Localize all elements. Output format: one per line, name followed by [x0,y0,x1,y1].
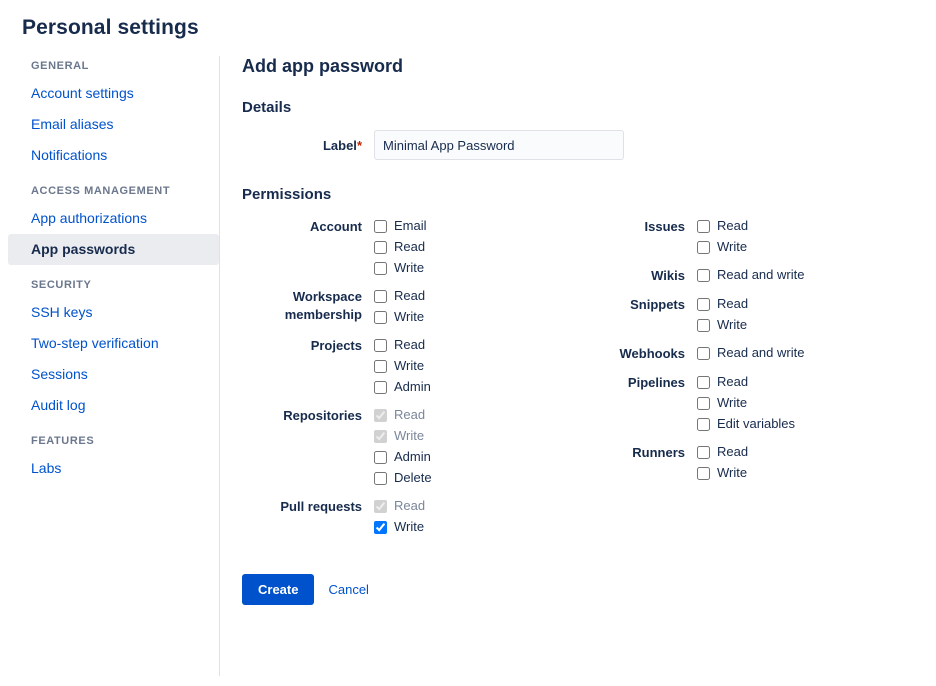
sidebar-item-notifications[interactable]: Notifications [31,147,108,163]
form-actions [242,574,912,605]
checkbox-account-write[interactable] [374,262,387,275]
permission-checkbox-row[interactable] [374,238,427,256]
sidebar-item-account-settings[interactable]: Account settings [31,85,134,101]
add-app-password-title: Add app password [242,56,404,76]
permission-group-label: Projects [310,338,362,353]
settings-sidebar [0,56,220,676]
checkbox-label: Write [394,519,425,534]
checkbox-label: Write [717,465,748,480]
checkbox-webhooks-read-and-write[interactable] [697,347,710,360]
checkbox-projects-read[interactable] [374,339,387,352]
checkbox-account-email[interactable] [374,220,387,233]
checkbox-label: Read [394,498,426,513]
sidebar-item-ssh-keys[interactable]: SSH keys [31,304,93,320]
checkbox-label: Write [394,260,425,275]
permission-checkbox-row[interactable] [374,427,432,445]
permission-checkbox-row[interactable] [374,259,427,277]
checkbox-projects-write[interactable] [374,360,387,373]
permission-group-label: Issues [644,219,685,234]
checkbox-runners-read[interactable] [697,446,710,459]
checkbox-label: Read [394,407,426,422]
checkbox-label: Read and write [717,267,805,282]
checkbox-label: Read [717,444,749,459]
nav-section-title: FEATURES [31,435,95,447]
permission-group-label: Pull requests [280,499,362,514]
permission-options [697,344,804,363]
permission-group [242,497,587,536]
label-field-text: Label [322,137,357,153]
permission-group-label: Runners [632,445,685,460]
permission-options [374,336,431,396]
checkbox-label: Read [394,288,426,303]
sidebar-item-sessions[interactable]: Sessions [31,366,88,382]
label-field-row [242,130,912,160]
permission-group-label: Webhooks [619,346,685,361]
permission-group [242,287,587,326]
permission-group [587,295,887,334]
permission-checkbox-row[interactable] [697,295,748,313]
permission-checkbox-row[interactable] [697,266,804,284]
checkbox-label: Read [394,239,426,254]
sidebar-item-app-passwords[interactable]: App passwords [8,234,219,265]
checkbox-repositories-write [374,430,387,443]
permission-checkbox-row[interactable] [374,497,425,515]
permission-options [697,217,748,256]
checkbox-label: Write [394,358,425,373]
permissions-left-column [242,217,587,546]
permission-checkbox-row[interactable] [697,373,795,391]
permission-group-label: Snippets [630,297,685,312]
nav-section-title: GENERAL [31,60,89,72]
permission-checkbox-row[interactable] [374,336,431,354]
permission-group [587,266,887,285]
permission-checkbox-row[interactable] [374,357,431,375]
checkbox-label: Read [394,337,426,352]
permission-group [587,344,887,363]
nav-section-title: ACCESS MANAGEMENT [31,185,171,197]
checkbox-runners-write[interactable] [697,467,710,480]
checkbox-repositories-admin[interactable] [374,451,387,464]
checkbox-label: Admin [394,449,431,464]
checkbox-pipelines-write[interactable] [697,397,710,410]
permission-checkbox-row[interactable] [374,406,432,424]
permission-options [697,266,804,285]
checkbox-label: Delete [394,470,432,485]
checkbox-label: Write [717,239,748,254]
permission-options [697,373,795,433]
checkbox-label: Email [394,218,427,233]
main-content [220,56,936,605]
settings-layout [0,56,936,676]
permission-checkbox-row[interactable] [697,443,748,461]
permission-options [374,497,425,536]
checkbox-pipelines-edit-variables[interactable] [697,418,710,431]
checkbox-label: Write [394,309,425,324]
checkbox-label: Write [394,428,425,443]
permission-group [242,217,587,277]
checkbox-workspace-membership-read[interactable] [374,290,387,303]
permission-group-label: Repositories [283,408,362,423]
checkbox-workspace-membership-write[interactable] [374,311,387,324]
label-input[interactable] [374,130,624,160]
checkbox-repositories-read [374,409,387,422]
checkbox-label: Admin [394,379,431,394]
permission-checkbox-row[interactable] [697,217,748,235]
permission-checkbox-row[interactable] [374,378,431,396]
permission-checkbox-row[interactable] [697,415,795,433]
permission-group-label: Wikis [651,268,685,283]
permission-options [374,406,432,487]
create-button[interactable]: Create [242,574,314,605]
checkbox-label: Edit variables [717,416,796,431]
checkbox-repositories-delete[interactable] [374,472,387,485]
permission-checkbox-row[interactable] [374,217,427,235]
checkbox-label: Read [717,296,749,311]
page-title: Personal settings [22,16,199,39]
permission-checkbox-row[interactable] [374,469,432,487]
checkbox-label: Read [717,218,749,233]
permissions-columns [242,217,912,546]
checkbox-pipelines-read[interactable] [697,376,710,389]
permission-checkbox-row[interactable] [697,394,795,412]
sidebar-item-two-step-verification[interactable]: Two-step verification [31,335,159,351]
permission-checkbox-row[interactable] [697,464,748,482]
permission-options [374,287,425,326]
sidebar-item-audit-log[interactable]: Audit log [31,397,86,413]
checkbox-pull-requests-read [374,500,387,513]
permission-group-label: Workspace membership [284,289,362,322]
checkbox-projects-admin[interactable] [374,381,387,394]
checkbox-wikis-read-and-write[interactable] [697,269,710,282]
sidebar-item-app-authorizations[interactable]: App authorizations [31,210,147,226]
checkbox-label: Read [717,374,749,389]
nav-section-title: SECURITY [31,279,92,291]
checkbox-label: Read and write [717,345,805,360]
checkbox-issues-read[interactable] [697,220,710,233]
permission-options [374,217,427,277]
permission-checkbox-row[interactable] [697,344,804,362]
sidebar-item-email-aliases[interactable]: Email aliases [31,116,114,132]
permission-checkbox-row[interactable] [697,316,748,334]
permission-group-label: Account [310,219,362,234]
permission-checkbox-row[interactable] [697,238,748,256]
permission-group [242,406,587,487]
permission-checkbox-row[interactable] [374,448,432,466]
sidebar-item-labs[interactable]: Labs [31,460,62,476]
permission-options [697,295,748,334]
checkbox-issues-write[interactable] [697,241,710,254]
permission-group [587,217,887,256]
permissions-right-column [587,217,887,546]
cancel-button[interactable]: Cancel [328,582,369,597]
permission-options [697,443,748,482]
permission-group [587,373,887,433]
permission-checkbox-row[interactable] [374,518,425,536]
required-asterisk: * [356,137,362,153]
checkbox-pull-requests-write[interactable] [374,521,387,534]
permission-checkbox-row[interactable] [374,308,425,326]
checkbox-label: Write [717,317,748,332]
checkbox-account-read[interactable] [374,241,387,254]
checkbox-snippets-write[interactable] [697,319,710,332]
permission-checkbox-row[interactable] [374,287,425,305]
details-heading: Details [242,99,292,116]
permissions-heading: Permissions [242,186,332,203]
permission-group [242,336,587,396]
permission-group [587,443,887,482]
checkbox-snippets-read[interactable] [697,298,710,311]
permission-group-label: Pipelines [627,375,685,390]
checkbox-label: Write [717,395,748,410]
label-field-label [242,138,374,153]
